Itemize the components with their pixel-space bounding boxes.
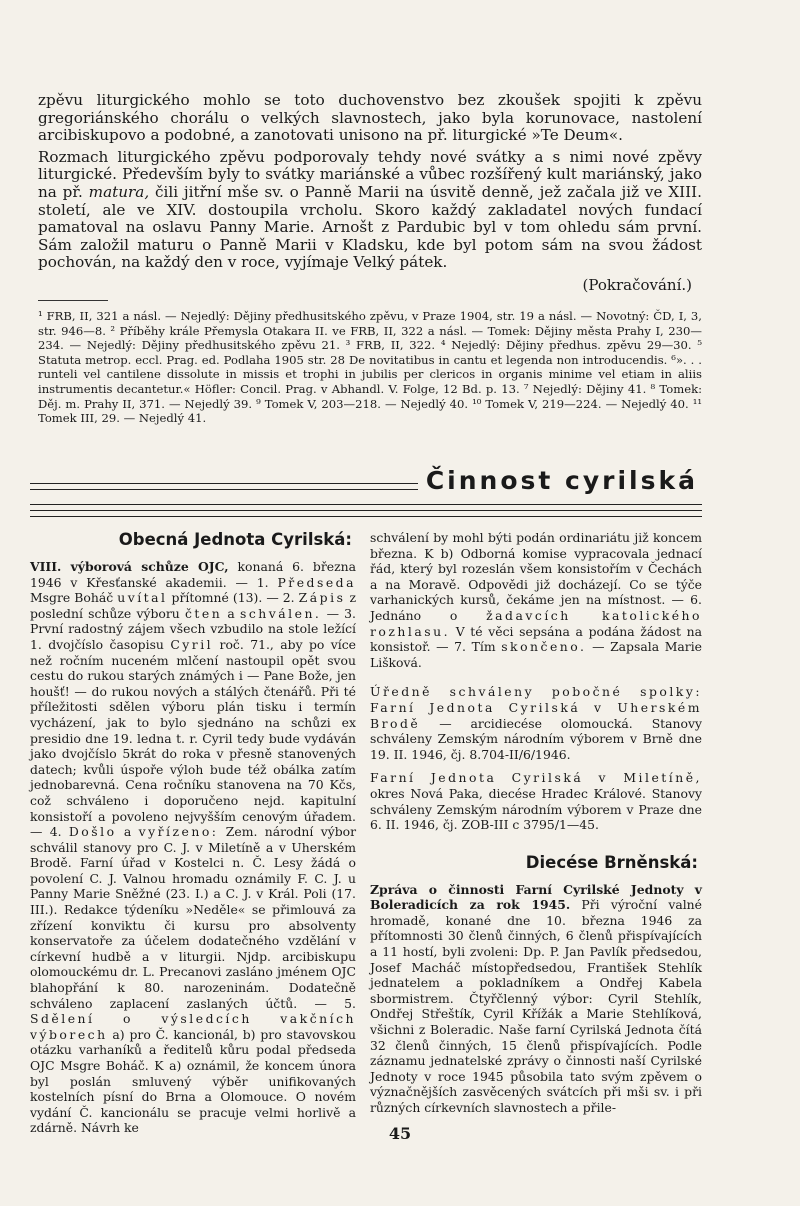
- spaced-text: Předseda: [277, 574, 356, 590]
- spaced-text: Zápis: [298, 590, 346, 606]
- approved-branch-miletin: [370, 770, 702, 832]
- spaced-text: Cyril: [170, 636, 214, 652]
- spaced-text: schválen.: [239, 605, 322, 621]
- report-ojc-meeting: [30, 559, 356, 1136]
- lead: VIII. výborová schůze OJC,: [30, 559, 229, 574]
- spaced-text: Farní Jednota Cyrilská v Miletíně,: [370, 770, 702, 786]
- text: a: [116, 824, 139, 840]
- section-title: Činnost cyrilská: [425, 466, 698, 495]
- report-boleradice: [370, 882, 702, 1116]
- text: konaná 6. března 1946 v Křesťanské akademii. — 1.: [30, 559, 356, 590]
- text: Rozmach liturgického zpěvu podporovaly tehdy nové svátky a s nimi nové zpěvy liturgické. Především byly to svátky mariánské a vůbec rozšířený kult mariánský, jako na př.: [38, 147, 702, 201]
- continuation-note: (Pokračování.): [582, 275, 692, 294]
- text: a) pro Č. kancionál, b) pro stavovskou otázku varhaníků a ředitelů kůru podal předseda OJC Msgre Boháč. K a) oznámil, že koncem února byl poslán smluvený výběr unifikovaných kostelních písní do Brna a Olomouce. O novém vydání Č. kancionálu se pracuje velmi horlivě a zdárně. Návrh ke: [30, 1026, 356, 1136]
- paragraph-chorale: zpěvu liturgického mohlo se toto duchovenstvo bez zkoušek spojiti k zpěvu gregoriánského chorálu o velkých slavnostech, jako byla korunovace, nastolení arcibiskupovo a podobné, a zanotovati unisono na př. liturgické »Te Deum«.: [38, 91, 702, 145]
- text: a: [222, 605, 240, 621]
- text: roč. 71., aby po více než ročním nuceném mlčení nastoupil opět svou cestu do rukou starých známých i — Pane Bože, jen houšť! — do rukou nových a stálých čtenářů. Při té příležitosti sdělen výboru plán tisku i termín vycházení, jak to bylo sjednáno na schůzi ex presidio dne 19. ledna t. r. Cyril tedy bude vydáván jako dvojčíslo 5krát do roka v přesně stanovených datech; kvůli úspoře výloh bude též obálka zatím jednobarevná. Cena ročníku stanovena na 70 Kčs, což schváleno i doporučeno nejd. kapitulní konsistoří a povoleno nejvyšším cenovým úřadem. — 4.: [30, 636, 356, 840]
- report-continued: [370, 530, 702, 670]
- right-column: [370, 530, 702, 1116]
- spaced-text: Došlo: [68, 824, 117, 840]
- text: Msgre Boháč: [30, 590, 118, 606]
- footnotes: ¹ FRB, II, 321 a násl. — Nejedlý: Dějiny předhusitského zpěvu, v Praze 1904, str. 19 a násl. — Novotný: ČD, I, 3, str. 946—8. ² Příběhy krále Přemysla Otakara II. ve FRB, II, 322 a násl. — Tomek: Dějiny města Prahy I, 230—234. — Nejedlý: Dějiny předhusitského zpěvu 21. ³ FRB, II, 322. ⁴ Nejedlý: Dějiny předhus. zpěvu 29—30. ⁵ Statuta metrop. eccl. Prag. ed. Podlaha 1905 str. 28 De novitatibus in cantu et legenda non introducendis. ⁶». . . runteli vel cantilene dissolute in missis et trophi in jubilis per clericos in organis minime vel etiam in aliis instrumentis decantetur.« Höfler: Concil. Prag. v Abhandl. V. Folge, 12 Bd. p. 13. ⁷ Nejedlý: Dějiny 41. ⁸ Tomek: Děj. m. Prahy II, 371. — Nejedlý 39. ⁹ Tomek V, 203—218. — Nejedlý 40. ¹⁰ Tomek V, 219—224. — Nejedlý 40. ¹¹ Tomek III, 29. — Nejedlý 41.: [38, 308, 702, 426]
- text: okres Nová Paka, diecése Hradec Králové. Stanovy schváleny Zemským národním výborem v Praze dne 6. II. 1946, čj. ZOB-III c 3795/1—45.: [370, 785, 702, 833]
- text: schválení by mohl býti podán ordinariátu již koncem března. K b) Odborná komise vypracovala jednací řád, který byl rozeslán všem konsistořím v Čechách a na Moravě. Odpovědi již docházejí. Co se týče varhanických kursů, čekáme jen na místnost. — 6. Jednáno o: [370, 530, 702, 623]
- spaced-text: žadavcích katolického rozhlasu.: [370, 607, 702, 639]
- page-number: 45: [388, 1124, 412, 1143]
- text: přítomné (13). — 2.: [167, 590, 299, 606]
- approved-branches: [370, 684, 702, 762]
- header-rule: [30, 510, 702, 511]
- text: V té věci sepsána a podána žádost na konsistoř. — 7. Tím: [370, 623, 702, 655]
- text: — Zapsala Marie Lišková.: [370, 639, 702, 670]
- heading-ojc: Obecná Jednota Cyrilská:: [118, 530, 352, 549]
- spaced-text: uvítal: [117, 590, 168, 606]
- spaced-text: Farní Jednota Cyrilská v Uherském Brodě: [370, 699, 702, 731]
- left-column: [30, 530, 356, 1136]
- italic-term: matura,: [88, 182, 150, 201]
- footnote-divider: [38, 300, 108, 301]
- spaced-text: Úředně schváleny pobočné spolky:: [370, 684, 702, 700]
- header-rule: [30, 504, 702, 505]
- text: z poslední schůze výboru: [30, 590, 357, 621]
- section-header: [30, 466, 702, 522]
- paragraph-marian-feasts: [38, 149, 702, 272]
- spaced-text: vyřízeno:: [138, 824, 219, 840]
- spaced-text: Sdělení o výsledcích vakčních výborech: [30, 1011, 356, 1042]
- header-rule: [30, 483, 418, 484]
- lead: Zpráva o činnosti Farní Cyrilské Jednoty v Boleradicích za rok 1945.: [370, 881, 702, 913]
- text: — arcidiecése olomoucká. Stanovy schváleny Zemským národním výborem v Brně dne 19. II. 1946, čj. 8.704-II/6/1946.: [370, 715, 702, 762]
- heading-brno: Diecése Brněnská:: [525, 852, 698, 872]
- text: čili jitřní mše sv. o Panně Marii na úsvitě denně, jež začala již ve XIII. století, ale ve XIV. dostoupila vrcholu. Skoro každý zakladatel nových fundací pamatoval na oslavu Panny Marie. Arnošt z Pardubic byl v tom ohledu sám první. Sám založil maturu o Panně Marii v Kladsku, kde byl potom sám na svou žádost pochován, na každý den v roce, vyjímaje Velký pátek.: [38, 182, 702, 272]
- spaced-text: skončeno.: [501, 639, 587, 655]
- header-rule: [30, 516, 702, 517]
- text: Zem. národní výbor schválil stanovy pro C. J. v Miletíně a v Uherském Brodě. Farní úřad v Kostelci n. Č. Lesy žádá o povolení C. J. Valnou hromadu oznámily F. C. J. u Panny Marie Sněžné (23. I.) a C. J. v Král. Poli (17. III.). Redakce týdeníku »Neděle« se přimlouvá za zřízení konviktu či kursu pro absolventy konservatoře za účelem dodatečného vzdělání v církevní hudbě a v liturgii. Njdp. arcibiskupu olomouckému dr. L. Precanovi zasláno jménem OJC blahopřání k 80. narozeninám. Dodatečně schváleno zaplacení zaslaných účtů. — 5.: [30, 824, 357, 1011]
- text: — 3. První radostný zájem všech vzbudilo na stole ležící 1. dvojčíslo časopisu: [30, 605, 356, 652]
- article-continuation: [38, 92, 702, 426]
- text: Při výroční valné hromadě, konané dne 10. března 1946 za přítomnosti 30 členů činných, 6 členů přispívajících a 11 hostí, byli zvoleni: Dp. P. Jan Pavlík předsedou, Josef Macháč místopředsedou, František Stehlík jednatelem a pokladníkem a Ondřej Kabela sbormistrem. Čtyřčlenný výbor: Cyril Stehlík, Ondřej Střeštík, Cyril Křížák a Marie Stehlíková, všichni z Boleradic. Naše farní Cyrilská Jednota čítá 32 členů činných, 15 členů přispívajících. Podle záznamu jednatelské zprávy o činnosti naší Cyrilské Jednoty v roce 1945 působila tato svým zpěvem o význačnějších zasvěcených svátcích při mši sv. i při různých církevních slavnostech a přile-: [370, 897, 702, 1115]
- header-rule: [30, 489, 418, 490]
- spaced-text: čten: [184, 605, 223, 621]
